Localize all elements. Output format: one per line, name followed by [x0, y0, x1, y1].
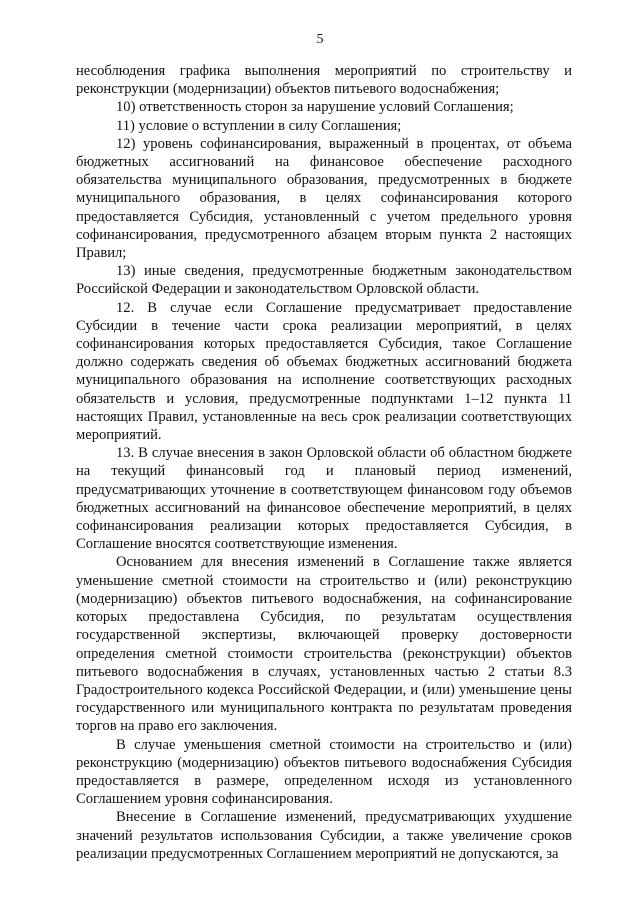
paragraph: 11) условие о вступлении в силу Соглашения; — [116, 117, 402, 134]
paragraph: 10) ответственность сторон за нарушение условий Соглашения; — [116, 99, 514, 116]
paragraph: В случае уменьшения сметной стоимости на строительство и (или) реконструкцию (модернизацию) объектов питьевого водоснабжения Субсидия предоставляется в размере, определенном исходя из установленного Соглашением уровня софинансирования. — [76, 736, 572, 808]
paragraph: 12) уровень софинансирования, выраженный в процентах, от объема бюджетных ассигнований на финансовое обеспечение расходного обязательства муниципального образования, предусмотренных в бюджете муниципального образования, в целях софинансирования которого предоставляется Субсидия, установленный с учетом предельного уровня софинансирования, предусмотренного абзацем вторым пункта 2 настоящих Правил; — [76, 135, 572, 262]
paragraph: Внесение в Соглашение изменений, предусматривающих ухудшение значений результатов использования Субсидии, а также увеличение сроков реализации предусмотренных Соглашением мероприятий не допускаются, за — [76, 809, 572, 862]
paragraph: 12. В случае если Соглашение предусматривает предоставление Субсидии в течение части срока реализации мероприятий, в целях софинансирования которых предоставляется Субсидия, такое Соглашение должно содержать сведения об объемах бюджетных ассигнований бюджета муниципального образования на исполнение соответствующих расходных обязательств и условия, предусмотренные подпунктами 1–12 пункта 11 настоящих Правил, установленные на весь срок реализации соответствующих мероприятий. — [76, 299, 572, 444]
paragraph: Основанием для внесения изменений в Соглашение также является уменьшение сметной стоимости на строительство и (или) реконструкцию (модернизацию) объектов питьевого водоснабжения, на софинансирование которых предоставлена Субсидия, по результатам осуществления государственной экспертизы, включающей проверку достоверности определения сметной стоимости строительства (реконструкции) объектов питьевого водоснабжения в случаях, установленных частью 2 статьи 8.3 Градостроительного кодекса Российской Федерации, и (или) уменьшение цены государственного или муниципального контракта по результатам проведения торгов на право его заключения. — [76, 554, 572, 735]
paragraph: несоблюдения графика выполнения мероприятий по строительству и реконструкции (модернизации) объектов питьевого водоснабжения; — [76, 63, 572, 98]
paragraph: 13) иные сведения, предусмотренные бюджетным законодательством Российской Федерации и законодательством Орловской области. — [76, 263, 572, 298]
document-body — [76, 62, 572, 863]
paragraph: 13. В случае внесения в закон Орловской области об областном бюджете на текущий финансовый год и плановый период изменений, предусматривающих уточнение в соответствующем финансовом году объемов бюджетных ассигнований на финансовое обеспечение мероприятий, в целях софинансирования реализации которых предоставляется Субсидия, в Соглашение вносятся соответствующие изменения. — [76, 445, 572, 553]
page-number: 5 — [316, 32, 324, 47]
